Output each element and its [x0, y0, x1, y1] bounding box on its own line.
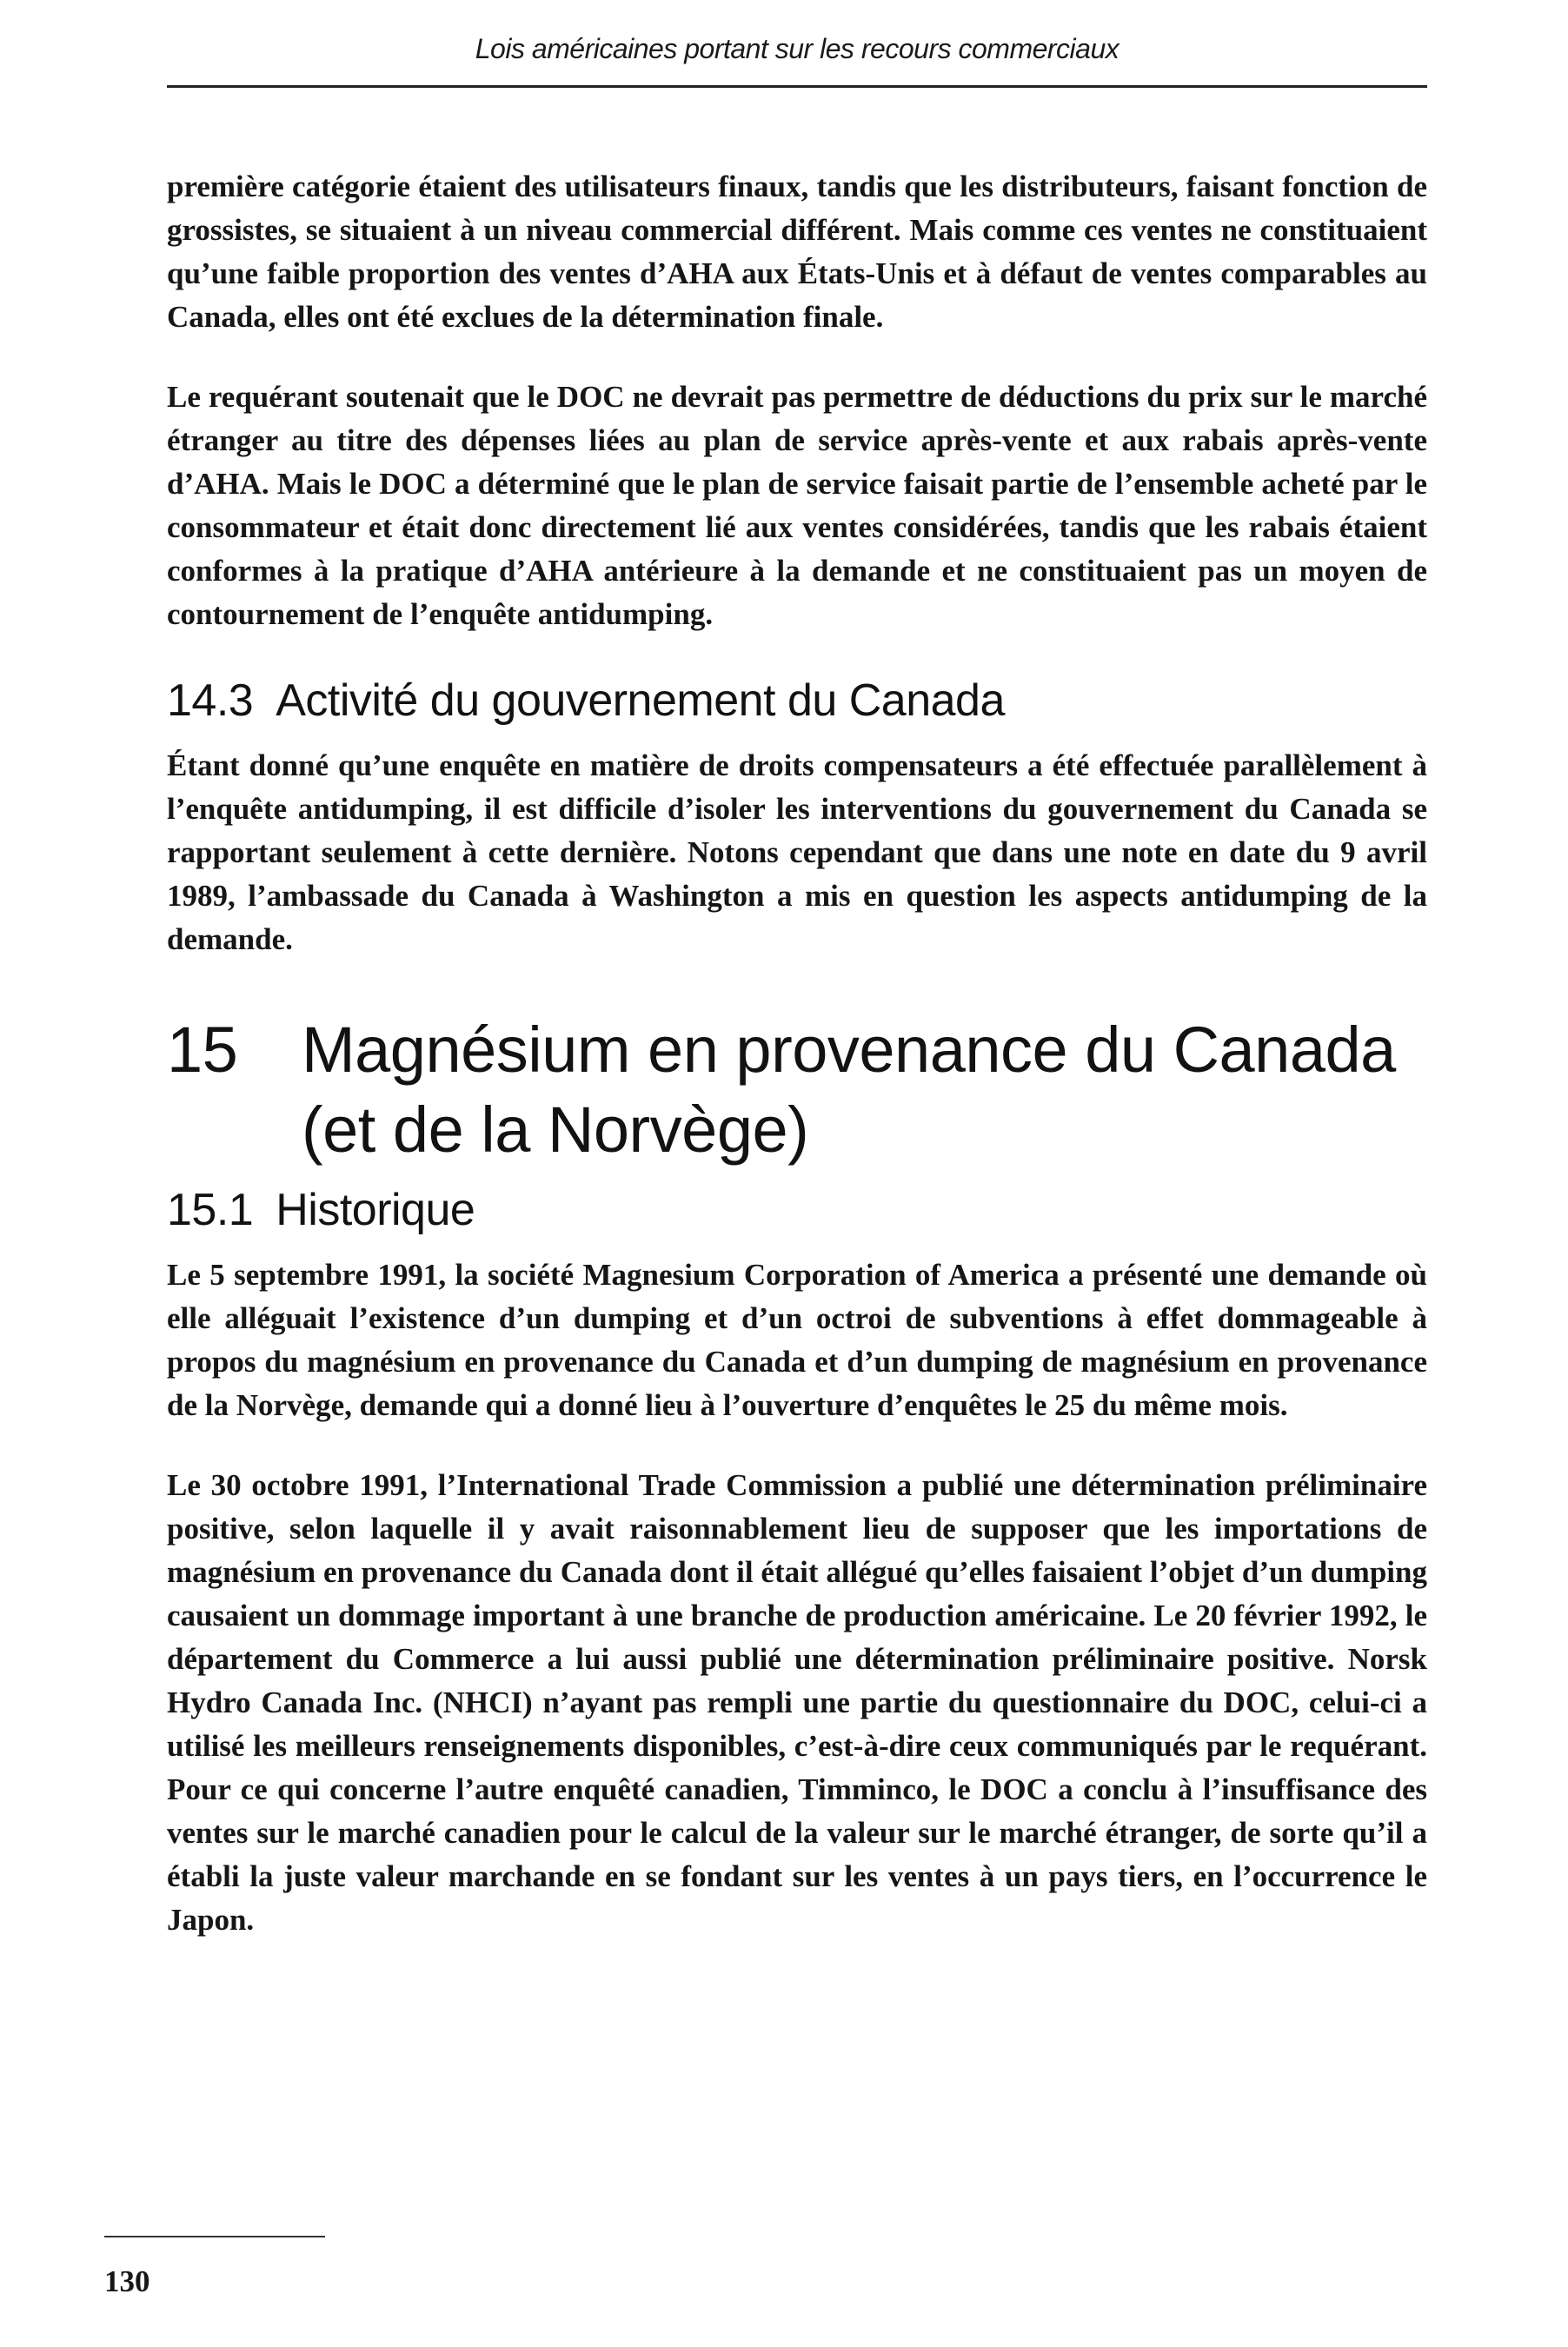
- page-number: 130: [104, 2264, 150, 2298]
- section-title: Activité du gouvernement du Canada: [276, 675, 1005, 726]
- section-number: 15.1: [167, 1185, 254, 1235]
- paragraph-historique-2: Le 30 octobre 1991, l’International Trade Commission a publié une détermination préliminaire positive, selon laquelle il y avait raisonnablement lieu de supposer que les importations de magnésium en provenance du Canada dont il était allégué qu’elles faisaient l’objet d’un dumping causaient un dommage important à une branche de production américaine. Le 20 février 1992, le département du Commerce a lui aussi publié une détermination préliminaire positive. Norsk Hydro Canada Inc. (NHCI) n’ayant pas rempli une partie du questionnaire du DOC, celui-ci a utilisé les meilleurs renseignements disponibles, c’est-à-dire ceux communiqués par le requérant. Pour ce qui concerne l’autre enquêté canadien, Timminco, le DOC a conclu à l’insuffisance des ventes sur le marché canadien pour le calcul de la valeur sur le marché étranger, de sorte qu’il a établi la juste valeur marchande en se fondant sur les ventes à un pays tiers, en l’occurrence le Japon.: [167, 1468, 1427, 1937]
- running-header: Lois américaines portant sur les recours commerciaux: [475, 33, 1120, 64]
- chapter-title-line-2: (et de la Norvège): [302, 1094, 809, 1166]
- section-title: Historique: [276, 1185, 475, 1235]
- paragraph-continued: première catégorie étaient des utilisateurs finaux, tandis que les distributeurs, faisant fonction de grossistes, se situaient à un niveau commercial différent. Mais comme ces ventes ne constituaient qu’une faible proportion des ventes d’AHA aux États-Unis et à défaut de ventes comparables au Canada, elles ont été exclues de la détermination finale.: [167, 170, 1427, 334]
- chapter-title: [302, 1010, 1396, 1170]
- paragraph-gouvernement: Étant donné qu’une enquête en matière de droits compensateurs a été effectuée parallèlement à l’enquête antidumping, il est difficile d’isoler les interventions du gouvernement du Canada se rapportant seulement à cette dernière. Notons cependant que dans une note en date du 9 avril 1989, l’ambassade du Canada à Washington a mis en question les aspects antidumping de la demande.: [167, 748, 1427, 956]
- paragraph-requerant: Le requérant soutenait que le DOC ne devrait pas permettre de déductions du prix sur le marché étranger au titre des dépenses liées au plan de service après-vente et aux rabais après-vente d’AHA. Mais le DOC a déterminé que le plan de service faisait partie de l’ensemble acheté par le consommateur et était donc directement lié aux ventes considérées, tandis que les rabais étaient conformes à la pratique d’AHA antérieure à la demande et ne constituaient pas un moyen de contournement de l’enquête antidumping.: [167, 380, 1427, 631]
- section-heading-14-3: [167, 673, 1427, 728]
- paragraph-historique-1: Le 5 septembre 1991, la société Magnesium Corporation of America a présenté une demande où elle alléguait l’existence d’un dumping et d’un octroi de subventions à effet dommageable à propos du magnésium en provenance du Canada et d’un dumping de magnésium en provenance de la Norvège, demande qui a donné lieu à l’ouverture d’enquêtes le 25 du même mois.: [167, 1258, 1427, 1422]
- section-number: 14.3: [167, 675, 254, 726]
- page-body: [167, 165, 1427, 1942]
- footer-rule: [104, 2236, 325, 2237]
- chapter-title-line-1: Magnésium en provenance du Canada: [302, 1014, 1396, 1086]
- chapter-number: 15: [167, 1014, 238, 1086]
- chapter-heading-15: [167, 1010, 1427, 1170]
- section-heading-15-1: [167, 1182, 1427, 1238]
- header-rule: [167, 85, 1427, 88]
